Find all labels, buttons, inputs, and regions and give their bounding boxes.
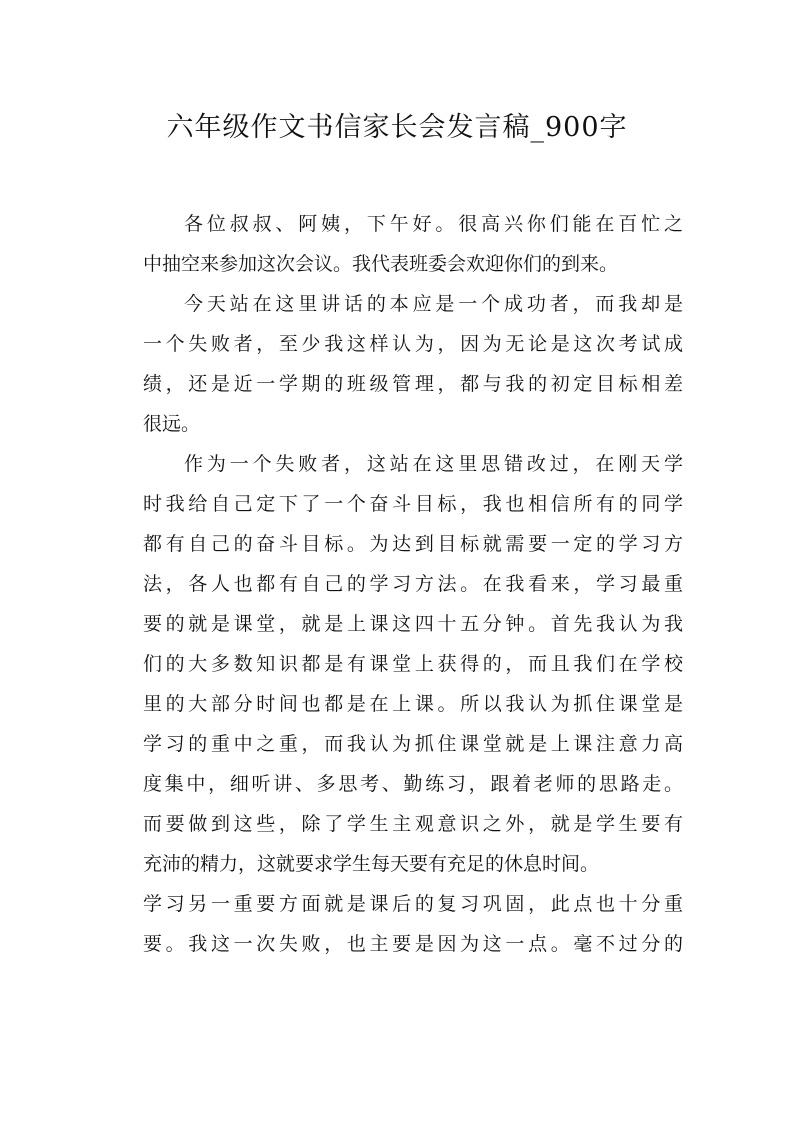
document-body [143,204,683,964]
paragraph-line: 今天站在这里讲话的本应是一个成功者，而我却是 [184,293,683,315]
paragraph-line: 都有自己的奋斗目标。为达到目标就需要一定的学习方 [143,533,683,555]
paragraph-line: 里的大部分时间也都是在上课。所以我认为抓住课堂是 [143,693,683,715]
paragraph-line: 绩，还是近一学期的班级管理，都与我的初定目标相差 [143,373,683,395]
paragraph-line: 时我给自己定下了一个奋斗目标，我也相信所有的同学 [143,493,683,515]
paragraph-line: 而要做到这些，除了学生主观意识之外，就是学生要有 [143,813,683,835]
paragraph-line: 中抽空来参加这次会议。我代表班委会欢迎你们的到来。 [143,253,619,275]
paragraph-line: 学习另一重要方面就是课后的复习巩固，此点也十分重 [143,893,683,915]
paragraph-line: 充沛的精力，这就要求学生每天要有充足的休息时间。 [143,853,600,875]
paragraph-line: 很远。 [143,413,201,435]
paragraph-line: 各位叔叔、阿姨，下午好。很高兴你们能在百忙之 [184,213,683,235]
paragraph-line: 作为一个失败者，这站在这里思错改过，在刚天学 [184,453,683,475]
paragraph-line: 要的就是课堂，就是上课这四十五分钟。首先我认为我 [143,613,683,635]
paragraph-line: 要。我这一次失败，也主要是因为这一点。毫不过分的 [143,933,683,955]
document-title: 六年级作文书信家长会发言稿_900字 [166,112,628,143]
paragraph-line: 一个失败者，至少我这样认为，因为无论是这次考试成 [143,333,683,355]
paragraph-line: 们的大多数知识都是有课堂上获得的，而且我们在学校 [143,653,683,675]
paragraph-line: 法，各人也都有自己的学习方法。在我看来，学习最重 [143,573,683,595]
paragraph-line: 度集中，细听讲、多思考、勤练习，跟着老师的思路走。 [143,773,683,795]
paragraph-line: 学习的重中之重，而我认为抓住课堂就是上课注意力高 [143,733,683,755]
